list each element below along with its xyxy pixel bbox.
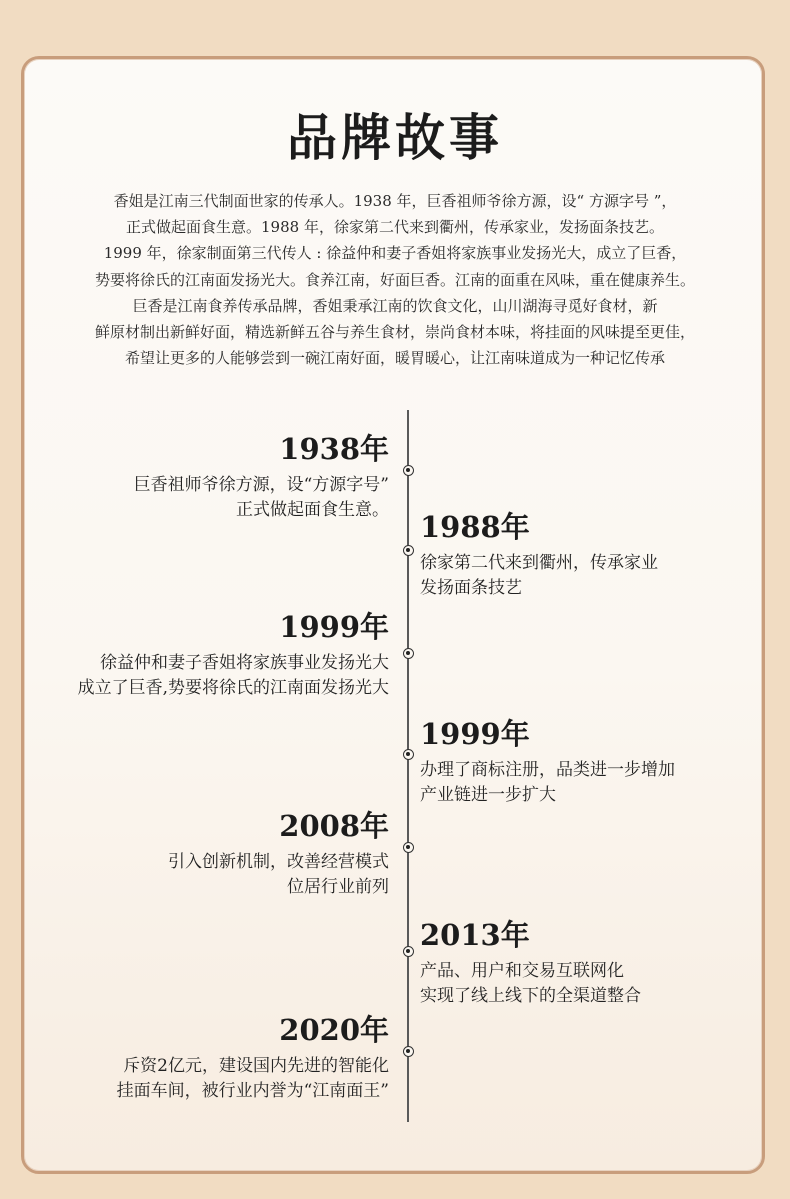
event-description [168,850,389,900]
timeline-event-2013 [420,917,641,1009]
event-description [420,758,675,808]
event-line: 正式做起面食生意。 [236,500,389,520]
event-line: 产业链进一步扩大 [420,785,556,805]
timeline-dot [403,545,414,556]
event-line: 发扬面条技艺 [420,578,522,598]
event-year: 1938年 [279,432,389,466]
page-title: 品牌故事 [287,108,503,167]
timeline-event-2020 [117,1012,389,1104]
intro-line: 巨香是江南食养传承品牌，香姐秉承江南的饮食文化，山川湖海寻觅好食材，新 [132,296,658,315]
event-year: 2008年 [279,809,389,843]
timeline-event-1999-a [78,609,389,701]
event-description [420,551,658,601]
event-description [134,473,389,523]
event-line: 实现了线上线下的全渠道整合 [420,986,641,1006]
timeline-dot [403,842,414,853]
event-description [117,1054,389,1104]
timeline-dot [403,465,414,476]
event-line: 办理了商标注册，品类进一步增加 [420,760,675,780]
timeline-event-1988 [420,509,658,601]
intro-line: 香姐是江南三代制面世家的传承人。1938 年，巨香祖师爷徐方源，设“ 方源字号 ”， [113,192,677,210]
timeline-axis [407,410,409,1122]
timeline-dot [403,648,414,659]
event-line: 挂面车间，被行业内誉为“江南面王” [116,1081,389,1101]
event-line: 位居行业前列 [287,877,389,897]
timeline-event-1999-b [420,716,675,808]
event-line: 引入创新机制，改善经营模式 [168,852,389,872]
intro-line: 鲜原材制出新鲜好面，精选新鲜五谷与养生食材，崇尚食材本味，将挂面的风味提至更佳， [94,323,695,342]
event-year: 2013年 [420,918,530,952]
event-year: 1999年 [279,610,389,644]
event-line: 徐家第二代来到衢州，传承家业 [420,553,658,573]
intro-paragraph [40,188,750,371]
event-line: 巨香祖师爷徐方源，设“方源字号” [133,475,389,495]
event-year: 2020年 [279,1013,389,1047]
event-line: 斥资2亿元，建设国内先进的智能化 [123,1056,389,1076]
event-description [420,959,641,1009]
event-line: 产品、用户和交易互联网化 [420,961,624,981]
timeline-event-1938 [134,431,389,523]
timeline-dot [403,1046,414,1057]
intro-line: 希望让更多的人能够尝到一碗江南好面，暖胃暖心，让江南味道成为一种记忆传承 [124,349,665,368]
intro-line: 正式做起面食生意。1988 年，徐家第二代来到衢州，传承家业，发扬面条技艺。 [126,218,664,237]
event-line: 徐益仲和妻子香姐将家族事业发扬光大 [100,653,389,673]
timeline-event-2008 [168,808,389,900]
event-line: 成立了巨香,势要将徐氏的江南面发扬光大 [77,678,389,698]
intro-line: 1999 年，徐家制面第三代传人 : 徐益仲和妻子香姐将家族事业发扬光大，成立了巨香， [103,244,687,263]
intro-line: 势要将徐氏的江南面发扬光大。食养江南，好面巨香。江南的面重在风味，重在健康养生。 [94,270,695,289]
event-year: 1999年 [420,717,530,751]
event-year: 1988年 [420,510,530,544]
timeline-dot [403,946,414,957]
timeline-dot [403,749,414,760]
event-description [78,651,389,701]
